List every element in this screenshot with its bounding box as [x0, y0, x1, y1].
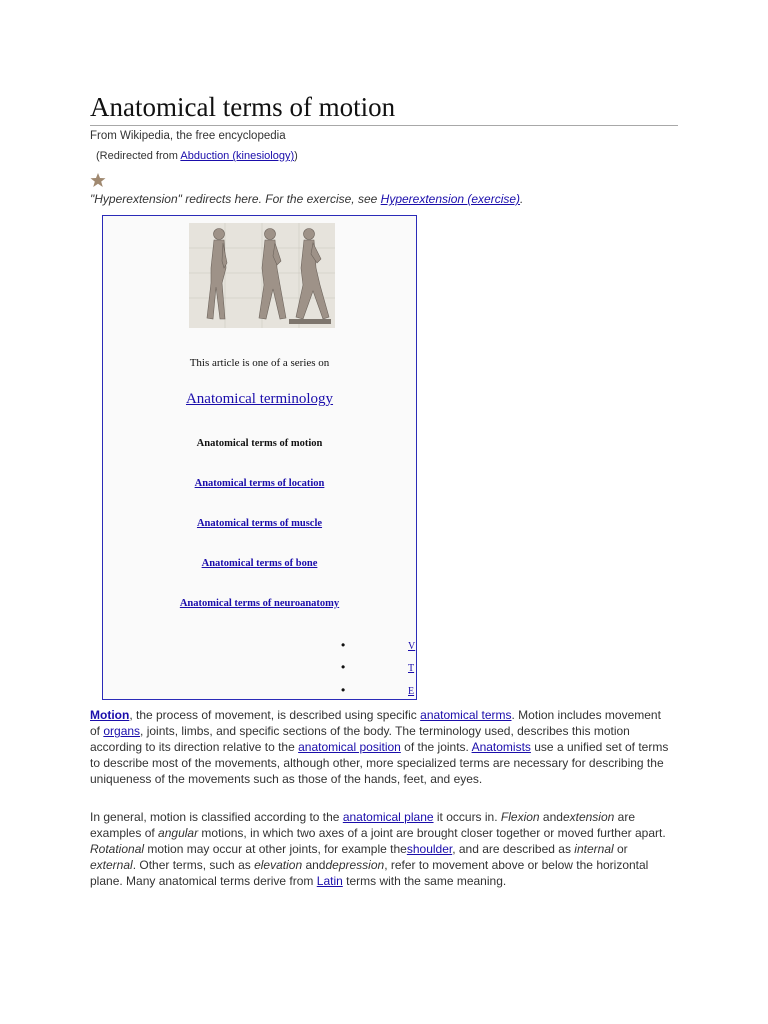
para-text: are examples of: [90, 810, 636, 840]
series-item-location: [103, 478, 416, 489]
para-text: In general, motion is classified according to the: [90, 810, 343, 824]
view-template-link[interactable]: V: [408, 641, 416, 652]
para-text: motions, in which two axes of a joint are brought closer together or moved further apart.: [198, 825, 666, 840]
para-text: , the process of movement, is described using specific: [129, 708, 421, 722]
site-tagline: From Wikipedia, the free encyclopedia: [90, 130, 286, 142]
hatnote-end: .: [520, 192, 524, 206]
series-item-bone: [103, 558, 416, 569]
series-link-location[interactable]: Anatomical terms of location: [194, 478, 325, 489]
series-heading: [103, 391, 416, 408]
featured-star-icon: [90, 172, 106, 188]
anatomists-link[interactable]: Anatomists: [471, 739, 531, 754]
series-item-neuroanatomy: [103, 598, 416, 609]
term-angular: angular: [158, 825, 199, 840]
para-text: . Other terms, such as: [132, 857, 255, 872]
para-text: , and are described as: [452, 841, 575, 856]
latin-link[interactable]: Latin: [316, 873, 343, 888]
nav-bullet: •: [341, 660, 346, 674]
para-text: of the joints.: [400, 739, 472, 754]
para-text: , joints, limbs, and specific sections of the body. The terminology used, describes this motion according to its direction relative to the: [90, 723, 630, 754]
anatomical-position-link[interactable]: anatomical position: [298, 739, 401, 754]
para-text: . Motion includes movement of: [90, 708, 661, 738]
classification-paragraph: [90, 810, 670, 890]
term-flexion: Flexion: [500, 810, 540, 824]
series-item-muscle: [103, 518, 416, 529]
para-text: or: [613, 841, 628, 856]
nav-bullet: •: [341, 638, 346, 652]
walking-man-image[interactable]: [189, 223, 335, 328]
nav-bullet: •: [341, 683, 346, 697]
para-text: motion may occur at other joints, for example the: [144, 841, 407, 856]
series-current-article: Anatomical terms of motion: [196, 438, 323, 449]
term-depression: depression: [325, 857, 385, 872]
term-elevation: elevation: [254, 857, 303, 872]
term-internal: internal: [574, 841, 614, 856]
term-extension: extension: [562, 810, 615, 824]
para-text: and: [539, 810, 563, 824]
para-text: terms with the same meaning.: [342, 873, 507, 888]
para-text: it occurs in.: [433, 810, 501, 824]
redirect-note: [96, 150, 298, 162]
edit-template-link[interactable]: E: [408, 686, 415, 697]
redirect-suffix: ): [294, 150, 298, 162]
series-link-neuroanatomy[interactable]: Anatomical terms of neuroanatomy: [179, 598, 340, 609]
series-link-bone[interactable]: Anatomical terms of bone: [201, 558, 318, 569]
hatnote-link[interactable]: Hyperextension (exercise): [380, 192, 521, 206]
term-external: external: [90, 857, 133, 872]
series-heading-link[interactable]: Anatomical terminology: [185, 391, 334, 407]
title-divider: [90, 125, 678, 126]
para-text: , refer to movement above or below the horizontal plane. Many anatomical terms derive from: [90, 857, 649, 888]
para-text: and: [302, 857, 326, 872]
talk-template-link[interactable]: T: [408, 663, 415, 674]
para-text: use a unified set of terms to describe most of the movements, although other, more specialized terms are necessary for describing the uniqueness of the movements such as those of the hands, feet, and eyes.: [90, 739, 669, 786]
redirect-prefix: (Redirected from: [96, 150, 181, 162]
intro-paragraph: [90, 708, 670, 788]
hatnote-text: "Hyperextension" redirects here. For the exercise, see: [90, 192, 381, 206]
anatomical-plane-link[interactable]: anatomical plane: [342, 810, 434, 824]
organs-link[interactable]: organs: [103, 723, 141, 738]
anatomical-terms-link[interactable]: anatomical terms: [420, 708, 512, 722]
redirect-source-link[interactable]: Abduction (kinesiology): [180, 150, 295, 162]
infobox-sidebar: [102, 215, 417, 700]
hatnote: [90, 192, 523, 206]
series-intro-text: This article is one of a series on: [189, 357, 330, 369]
term-rotational: Rotational: [90, 841, 145, 856]
motion-link[interactable]: Motion: [90, 708, 130, 722]
shoulder-link[interactable]: shoulder: [406, 841, 453, 856]
page-title: Anatomical terms of motion: [90, 92, 396, 122]
series-link-muscle[interactable]: Anatomical terms of muscle: [196, 518, 323, 529]
